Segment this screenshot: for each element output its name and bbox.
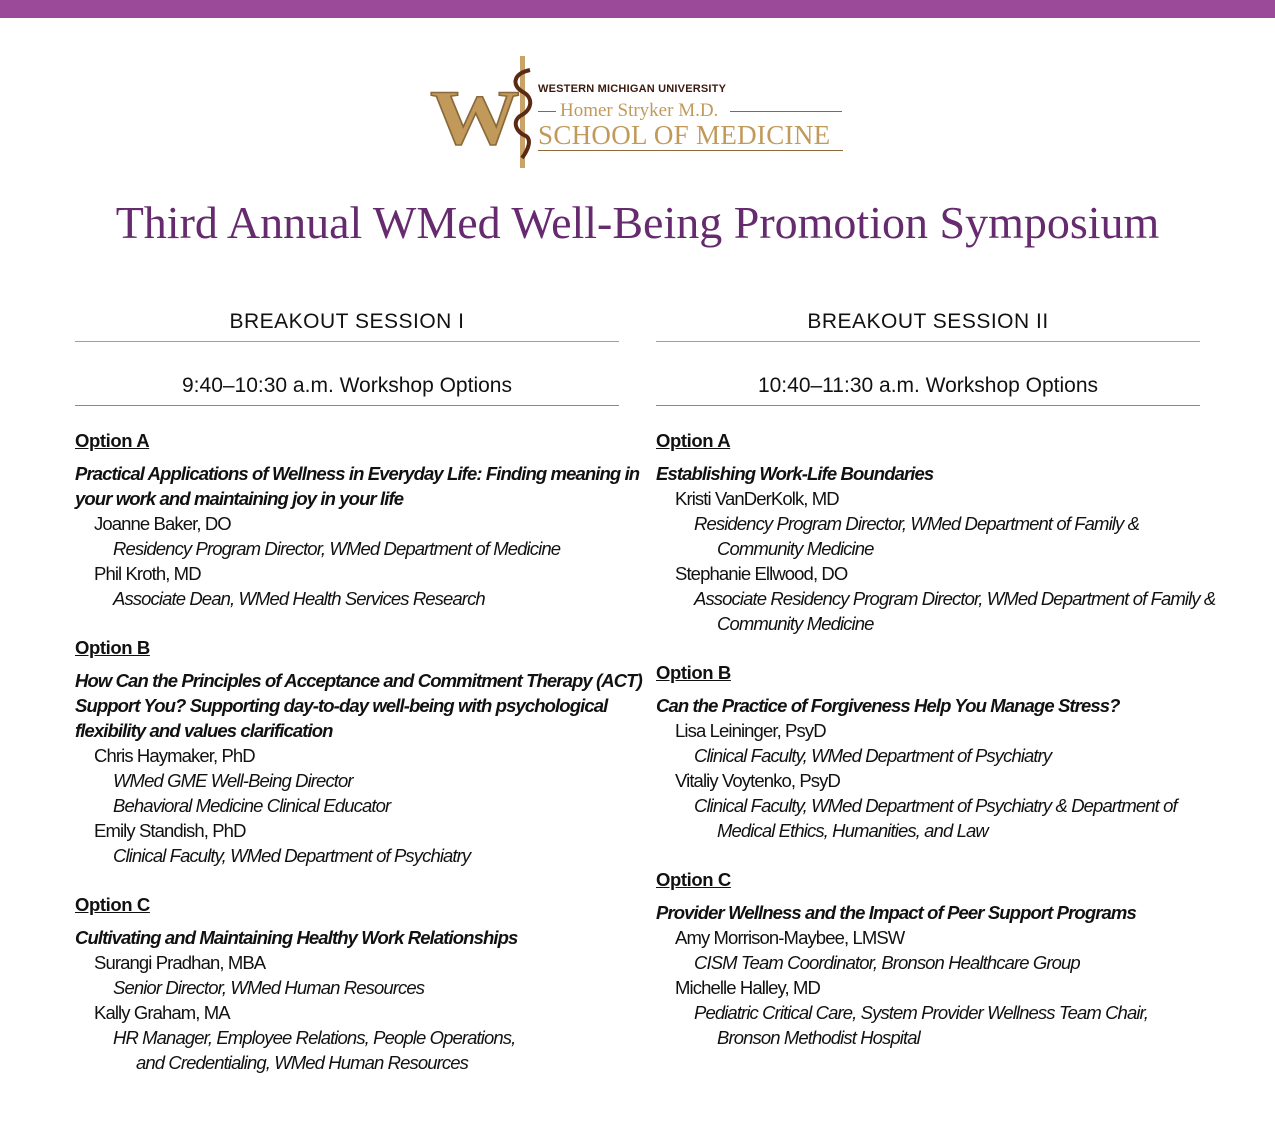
presenter-role: Senior Director, WMed Human Resources [113, 977, 425, 998]
presenter-role: Residency Program Director, WMed Department of Medicine [113, 538, 561, 559]
serpent-icon [510, 66, 536, 166]
workshop-title: Establishing Work-Life Boundaries [656, 463, 934, 484]
workshop-option [75, 635, 642, 868]
w-logo-mark: W [430, 74, 520, 161]
option-label: Option A [656, 430, 731, 451]
presenter-role: Behavioral Medicine Clinical Educator [113, 795, 391, 816]
presenter-name: Chris Haymaker, PhD [94, 745, 255, 766]
workshop-title: Cultivating and Maintaining Healthy Work Relationships [75, 927, 518, 948]
presenter-role: Pediatric Critical Care, System Provider Wellness Team Chair, [694, 1002, 1149, 1023]
session-column-1 [75, 310, 642, 1099]
session-heading: BREAKOUT SESSION II [656, 310, 1200, 342]
presenter-role: Associate Dean, WMed Health Services Research [113, 588, 485, 609]
session-column-2 [656, 310, 1216, 1074]
workshop-option [656, 428, 1216, 636]
presenter-role-continued: Bronson Methodist Hospital [717, 1027, 920, 1048]
presenter-role: WMed GME Well-Being Director [113, 770, 353, 791]
option-label: Option B [656, 662, 731, 683]
presenter-role: Associate Residency Program Director, WMed Department of Family & [694, 588, 1216, 609]
presenter-role: CISM Team Coordinator, Bronson Healthcare Group [694, 952, 1080, 973]
presenter-name: Joanne Baker, DO [94, 513, 231, 534]
presenter-name: Stephanie Ellwood, DO [675, 563, 848, 584]
workshop-option [656, 660, 1200, 843]
session-heading: BREAKOUT SESSION I [75, 310, 619, 342]
presenter-name: Michelle Halley, MD [675, 977, 820, 998]
presenter-name: Emily Standish, PhD [94, 820, 246, 841]
top-accent-bar [0, 0, 1275, 18]
presenter-name: Lisa Leininger, PsyD [675, 720, 826, 741]
page-title: Third Annual WMed Well-Being Promotion Symposium [115, 197, 1160, 248]
wmed-logo [430, 56, 850, 171]
presenter-role-continued: Community Medicine [717, 538, 874, 559]
presenter-role: Clinical Faculty, WMed Department of Psychiatry [113, 845, 471, 866]
workshop-title: Provider Wellness and the Impact of Peer Support Programs [656, 902, 1136, 923]
presenter-name: Kristi VanDerKolk, MD [675, 488, 839, 509]
presenter-role: Clinical Faculty, WMed Department of Psychiatry & Department of [694, 795, 1177, 816]
presenter-role: Residency Program Director, WMed Department of Family & [694, 513, 1140, 534]
presenter-name: Surangi Pradhan, MBA [94, 952, 266, 973]
option-label: Option C [656, 869, 731, 890]
presenter-name: Kally Graham, MA [94, 1002, 230, 1023]
options-list [75, 428, 642, 1075]
workshop-option [656, 867, 1200, 1050]
presenter-role-continued: and Credentialing, WMed Human Resources [136, 1052, 468, 1073]
option-label: Option A [75, 430, 150, 451]
workshop-title: How Can the Principles of Acceptance and Commitment Therapy (ACT) [75, 670, 642, 691]
presenter-role: Clinical Faculty, WMed Department of Psychiatry [694, 745, 1052, 766]
option-label: Option C [75, 894, 150, 915]
presenter-name: Amy Morrison-Maybee, LMSW [675, 927, 905, 948]
workshop-option [75, 892, 619, 1075]
divider [538, 150, 843, 151]
presenter-role-continued: Community Medicine [717, 613, 874, 634]
workshop-option [75, 428, 640, 611]
workshop-title: Practical Applications of Wellness in Everyday Life: Finding meaning in [75, 463, 640, 484]
presenter-name: Vitaliy Voytenko, PsyD [675, 770, 840, 791]
workshop-title: Can the Practice of Forgiveness Help You Manage Stress? [656, 695, 1120, 716]
workshop-title: Support You? Supporting day-to-day well-being with psychological [75, 695, 608, 716]
workshop-title: your work and maintaining joy in your life [75, 488, 404, 509]
session-time: 10:40–11:30 a.m. Workshop Options [656, 374, 1200, 406]
presenter-role-continued: Medical Ethics, Humanities, and Law [717, 820, 988, 841]
option-label: Option B [75, 637, 150, 658]
school-name: SCHOOL OF MEDICINE [538, 120, 831, 150]
divider [730, 111, 842, 112]
school-namesake: Homer Stryker M.D. [538, 100, 718, 122]
university-name: WESTERN MICHIGAN UNIVERSITY [538, 83, 727, 95]
presenter-role: HR Manager, Employee Relations, People Operations, [113, 1027, 516, 1048]
workshop-title: flexibility and values clarification [75, 720, 333, 741]
presenter-name: Phil Kroth, MD [94, 563, 201, 584]
options-list [656, 428, 1216, 1050]
session-time: 9:40–10:30 a.m. Workshop Options [75, 374, 619, 406]
